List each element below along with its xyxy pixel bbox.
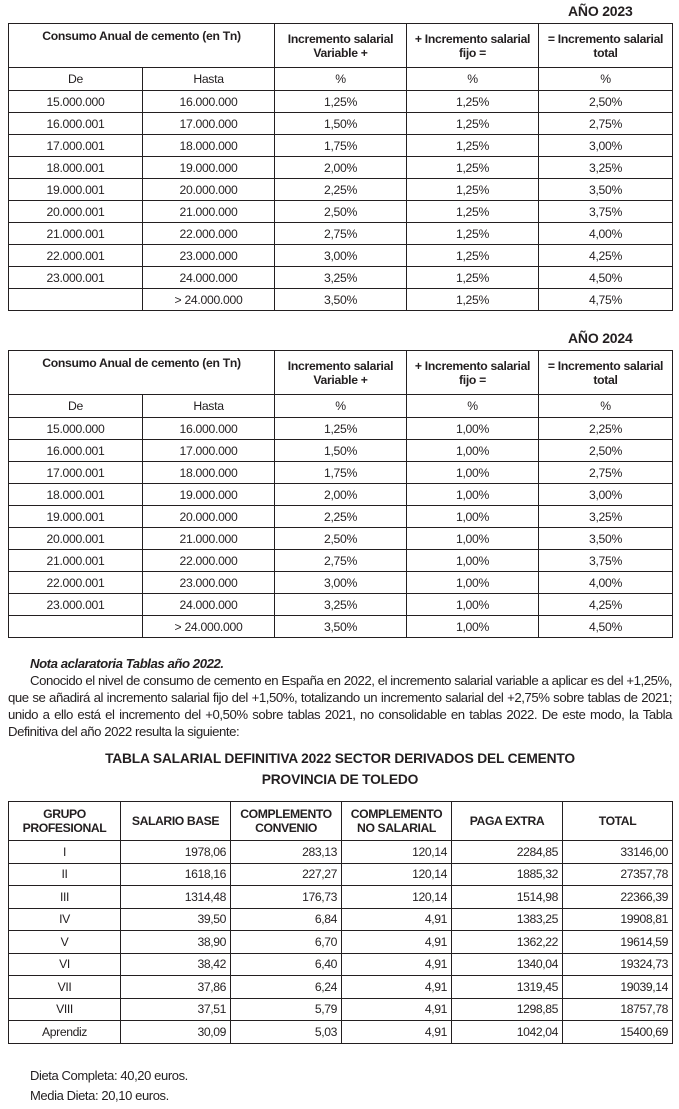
cell-de: 20.000.001 — [9, 528, 143, 550]
dieta-completa: Dieta Completa: 40,20 euros. — [30, 1068, 188, 1083]
year-label-2023: AÑO 2023 — [568, 3, 633, 19]
table-row — [9, 223, 673, 245]
cell-complemento-no-salarial: 4,91 — [342, 976, 452, 999]
table-row — [9, 289, 673, 311]
cell-de: 16.000.001 — [9, 113, 143, 135]
cell-fijo: 1,25% — [407, 201, 539, 223]
cell-total: 4,25% — [539, 245, 673, 267]
cell-hasta: 16.000.000 — [143, 91, 275, 113]
cell-de: 17.000.001 — [9, 135, 143, 157]
cell-hasta: 24.000.000 — [143, 594, 275, 616]
cell-hasta: 23.000.000 — [143, 245, 275, 267]
note-section — [8, 655, 672, 740]
cell-total: 15400,69 — [563, 1021, 673, 1044]
cell-grupo: IV — [9, 908, 121, 931]
cell-salario-base: 37,51 — [121, 998, 231, 1021]
table-row — [9, 91, 673, 113]
cell-fijo: 1,00% — [407, 616, 539, 638]
table-row — [9, 886, 673, 909]
increment-table-2023 — [8, 23, 673, 311]
cell-variable: 1,75% — [275, 462, 407, 484]
cell-variable: 3,25% — [275, 594, 407, 616]
cell-salario-base: 1618,16 — [121, 863, 231, 886]
cell-hasta: 16.000.000 — [143, 418, 275, 440]
header-total: TOTAL — [563, 802, 673, 841]
cell-variable: 2,25% — [275, 179, 407, 201]
media-dieta: Media Dieta: 20,10 euros. — [30, 1088, 169, 1103]
header-total: = Incremento salarial total — [539, 24, 673, 68]
cell-paga-extra: 1885,32 — [452, 863, 563, 886]
table-row — [9, 616, 673, 638]
cell-paga-extra: 1362,22 — [452, 931, 563, 954]
cell-paga-extra: 1514,98 — [452, 886, 563, 909]
header-consumo: Consumo Anual de cemento (en Tn) — [9, 24, 275, 68]
cell-hasta: 17.000.000 — [143, 113, 275, 135]
subheader-hasta: Hasta — [143, 68, 275, 91]
cell-fijo: 1,25% — [407, 267, 539, 289]
cell-grupo: I — [9, 841, 121, 864]
cell-de: 18.000.001 — [9, 484, 143, 506]
table-row — [9, 462, 673, 484]
cell-hasta: 21.000.000 — [143, 201, 275, 223]
cell-de: 19.000.001 — [9, 506, 143, 528]
table-row — [9, 931, 673, 954]
cell-total: 4,00% — [539, 572, 673, 594]
subheader-variable: % — [275, 68, 407, 91]
table-subheader-row — [9, 68, 673, 91]
cell-de — [9, 289, 143, 311]
cell-hasta: 21.000.000 — [143, 528, 275, 550]
cell-fijo: 1,25% — [407, 135, 539, 157]
cell-fijo: 1,25% — [407, 113, 539, 135]
table-row — [9, 594, 673, 616]
cell-grupo: III — [9, 886, 121, 909]
cell-total: 3,75% — [539, 550, 673, 572]
cell-total: 4,50% — [539, 616, 673, 638]
cell-variable: 1,25% — [275, 418, 407, 440]
cell-grupo: Aprendiz — [9, 1021, 121, 1044]
cell-variable: 2,50% — [275, 201, 407, 223]
salary-title-line1: TABLA SALARIAL DEFINITIVA 2022 SECTOR DERIVADOS DEL CEMENTO — [105, 751, 575, 766]
header-consumo: Consumo Anual de cemento (en Tn) — [9, 351, 275, 395]
cell-complemento-convenio: 5,03 — [231, 1021, 342, 1044]
table-row — [9, 506, 673, 528]
table-row — [9, 976, 673, 999]
dietas-section — [30, 1066, 188, 1106]
table-subheader-row — [9, 395, 673, 418]
header-variable: Incremento salarial Variable + — [275, 351, 407, 395]
cell-complemento-convenio: 6,84 — [231, 908, 342, 931]
cell-paga-extra: 1298,85 — [452, 998, 563, 1021]
cell-variable: 1,50% — [275, 440, 407, 462]
table-row — [9, 440, 673, 462]
cell-total: 2,75% — [539, 113, 673, 135]
header-paga-extra: PAGA EXTRA — [452, 802, 563, 841]
cell-paga-extra: 1319,45 — [452, 976, 563, 999]
header-complemento-no-salarial: COMPLEMENTO NO SALARIAL — [342, 802, 452, 841]
cell-hasta: 17.000.000 — [143, 440, 275, 462]
header-fijo: + Incremento salarial fijo = — [407, 24, 539, 68]
cell-fijo: 1,00% — [407, 572, 539, 594]
cell-paga-extra: 1042,04 — [452, 1021, 563, 1044]
cell-total: 3,00% — [539, 135, 673, 157]
cell-hasta: 23.000.000 — [143, 572, 275, 594]
cell-variable: 2,75% — [275, 550, 407, 572]
salary-table-2022 — [8, 801, 673, 1044]
cell-hasta: > 24.000.000 — [143, 616, 275, 638]
cell-complemento-convenio: 5,79 — [231, 998, 342, 1021]
header-complemento-convenio: COMPLEMENTO CONVENIO — [231, 802, 342, 841]
cell-total: 3,00% — [539, 484, 673, 506]
header-total: = Incremento salarial total — [539, 351, 673, 395]
cell-de: 22.000.001 — [9, 245, 143, 267]
cell-fijo: 1,00% — [407, 550, 539, 572]
cell-hasta: 18.000.000 — [143, 462, 275, 484]
cell-complemento-convenio: 6,70 — [231, 931, 342, 954]
cell-grupo: VIII — [9, 998, 121, 1021]
cell-de: 22.000.001 — [9, 572, 143, 594]
cell-variable: 2,00% — [275, 484, 407, 506]
cell-total: 19324,73 — [563, 953, 673, 976]
subheader-fijo: % — [407, 68, 539, 91]
table-row — [9, 1021, 673, 1044]
cell-complemento-no-salarial: 4,91 — [342, 998, 452, 1021]
cell-hasta: > 24.000.000 — [143, 289, 275, 311]
cell-variable: 3,00% — [275, 245, 407, 267]
cell-variable: 1,75% — [275, 135, 407, 157]
cell-variable: 2,00% — [275, 157, 407, 179]
cell-total: 22366,39 — [563, 886, 673, 909]
cell-complemento-convenio: 283,13 — [231, 841, 342, 864]
cell-total: 2,25% — [539, 418, 673, 440]
cell-de: 20.000.001 — [9, 201, 143, 223]
subheader-variable: % — [275, 395, 407, 418]
cell-salario-base: 37,86 — [121, 976, 231, 999]
cell-variable: 3,50% — [275, 289, 407, 311]
cell-salario-base: 1978,06 — [121, 841, 231, 864]
year-label-2024: AÑO 2024 — [568, 330, 633, 346]
cell-salario-base: 38,90 — [121, 931, 231, 954]
cell-total: 19039,14 — [563, 976, 673, 999]
cell-grupo: VII — [9, 976, 121, 999]
cell-de: 23.000.001 — [9, 267, 143, 289]
table-row — [9, 953, 673, 976]
cell-complemento-no-salarial: 120,14 — [342, 841, 452, 864]
cell-hasta: 19.000.000 — [143, 157, 275, 179]
table-row — [9, 267, 673, 289]
cell-variable: 2,50% — [275, 528, 407, 550]
subheader-fijo: % — [407, 395, 539, 418]
cell-hasta: 22.000.000 — [143, 550, 275, 572]
cell-complemento-convenio: 227,27 — [231, 863, 342, 886]
table-row — [9, 863, 673, 886]
cell-de: 23.000.001 — [9, 594, 143, 616]
cell-fijo: 1,25% — [407, 245, 539, 267]
subheader-total: % — [539, 68, 673, 91]
table-row — [9, 157, 673, 179]
cell-de: 15.000.000 — [9, 91, 143, 113]
salary-title-line2: PROVINCIA DE TOLEDO — [261, 772, 419, 787]
cell-de: 21.000.001 — [9, 550, 143, 572]
cell-fijo: 1,00% — [407, 484, 539, 506]
increment-table-2024 — [8, 350, 673, 638]
header-grupo: GRUPO PROFESIONAL — [9, 802, 121, 841]
cell-fijo: 1,00% — [407, 528, 539, 550]
table-row — [9, 572, 673, 594]
note-title: Nota aclaratoria Tablas año 2022. — [30, 656, 224, 671]
table-row — [9, 201, 673, 223]
table-header-row — [9, 24, 673, 68]
cell-total: 4,75% — [539, 289, 673, 311]
cell-complemento-convenio: 176,73 — [231, 886, 342, 909]
header-variable: Incremento salarial Variable + — [275, 24, 407, 68]
cell-fijo: 1,00% — [407, 506, 539, 528]
cell-total: 4,00% — [539, 223, 673, 245]
header-fijo: + Incremento salarial fijo = — [407, 351, 539, 395]
cell-total: 18757,78 — [563, 998, 673, 1021]
subheader-de: De — [9, 68, 143, 91]
cell-paga-extra: 1383,25 — [452, 908, 563, 931]
table-header-row — [9, 351, 673, 395]
cell-grupo: VI — [9, 953, 121, 976]
cell-variable: 1,25% — [275, 91, 407, 113]
cell-de: 15.000.000 — [9, 418, 143, 440]
cell-de: 16.000.001 — [9, 440, 143, 462]
cell-total: 3,50% — [539, 528, 673, 550]
table-row — [9, 113, 673, 135]
cell-salario-base: 38,42 — [121, 953, 231, 976]
note-body: Conocido el nivel de consumo de cemento en España en 2022, el incremento salarial variable a aplicar es del +1,25%, que se añadirá al incremento salarial fijo del +1,50%, totalizando un incremento salarial del +2,75% sobre tablas de 2021; unido a ello está el incremento del +0,50% sobre tablas 2021, no consolidable en tablas 2022. De este modo, la Tabla Definitiva del año 2022 resulta la siguiente: — [8, 673, 672, 739]
cell-complemento-no-salarial: 4,91 — [342, 1021, 452, 1044]
cell-total: 4,50% — [539, 267, 673, 289]
header-salario-base: SALARIO BASE — [121, 802, 231, 841]
cell-fijo: 1,25% — [407, 179, 539, 201]
cell-complemento-convenio: 6,40 — [231, 953, 342, 976]
cell-total: 3,50% — [539, 179, 673, 201]
cell-fijo: 1,25% — [407, 223, 539, 245]
cell-total: 4,25% — [539, 594, 673, 616]
cell-de: 17.000.001 — [9, 462, 143, 484]
table-row — [9, 135, 673, 157]
table-header-row — [9, 802, 673, 841]
cell-complemento-convenio: 6,24 — [231, 976, 342, 999]
cell-total: 3,25% — [539, 157, 673, 179]
cell-fijo: 1,00% — [407, 418, 539, 440]
cell-total: 2,50% — [539, 91, 673, 113]
cell-total: 3,75% — [539, 201, 673, 223]
cell-total: 19908,81 — [563, 908, 673, 931]
cell-total: 33146,00 — [563, 841, 673, 864]
cell-total: 19614,59 — [563, 931, 673, 954]
cell-hasta: 24.000.000 — [143, 267, 275, 289]
cell-fijo: 1,00% — [407, 462, 539, 484]
cell-total: 3,25% — [539, 506, 673, 528]
cell-paga-extra: 1340,04 — [452, 953, 563, 976]
table-row — [9, 550, 673, 572]
cell-hasta: 22.000.000 — [143, 223, 275, 245]
cell-total: 2,75% — [539, 462, 673, 484]
cell-fijo: 1,25% — [407, 289, 539, 311]
subheader-de: De — [9, 395, 143, 418]
cell-variable: 2,25% — [275, 506, 407, 528]
table-row — [9, 908, 673, 931]
table-row — [9, 179, 673, 201]
subheader-total: % — [539, 395, 673, 418]
cell-complemento-no-salarial: 4,91 — [342, 953, 452, 976]
cell-fijo: 1,25% — [407, 157, 539, 179]
cell-de: 18.000.001 — [9, 157, 143, 179]
cell-variable: 1,50% — [275, 113, 407, 135]
cell-de: 19.000.001 — [9, 179, 143, 201]
cell-de — [9, 616, 143, 638]
cell-paga-extra: 2284,85 — [452, 841, 563, 864]
table-row — [9, 245, 673, 267]
cell-hasta: 20.000.000 — [143, 506, 275, 528]
cell-complemento-no-salarial: 120,14 — [342, 863, 452, 886]
cell-complemento-no-salarial: 4,91 — [342, 931, 452, 954]
cell-grupo: II — [9, 863, 121, 886]
table-row — [9, 418, 673, 440]
cell-fijo: 1,25% — [407, 91, 539, 113]
cell-hasta: 20.000.000 — [143, 179, 275, 201]
cell-hasta: 19.000.000 — [143, 484, 275, 506]
table-row — [9, 841, 673, 864]
table-row — [9, 484, 673, 506]
cell-variable: 3,50% — [275, 616, 407, 638]
cell-complemento-no-salarial: 120,14 — [342, 886, 452, 909]
cell-salario-base: 1314,48 — [121, 886, 231, 909]
table-row — [9, 528, 673, 550]
cell-salario-base: 39,50 — [121, 908, 231, 931]
cell-variable: 3,00% — [275, 572, 407, 594]
subheader-hasta: Hasta — [143, 395, 275, 418]
salary-table-title — [8, 748, 672, 790]
cell-total: 27357,78 — [563, 863, 673, 886]
table-row — [9, 998, 673, 1021]
cell-salario-base: 30,09 — [121, 1021, 231, 1044]
cell-variable: 2,75% — [275, 223, 407, 245]
cell-grupo: V — [9, 931, 121, 954]
cell-total: 2,50% — [539, 440, 673, 462]
cell-complemento-no-salarial: 4,91 — [342, 908, 452, 931]
cell-de: 21.000.001 — [9, 223, 143, 245]
cell-fijo: 1,00% — [407, 440, 539, 462]
cell-hasta: 18.000.000 — [143, 135, 275, 157]
cell-variable: 3,25% — [275, 267, 407, 289]
cell-fijo: 1,00% — [407, 594, 539, 616]
